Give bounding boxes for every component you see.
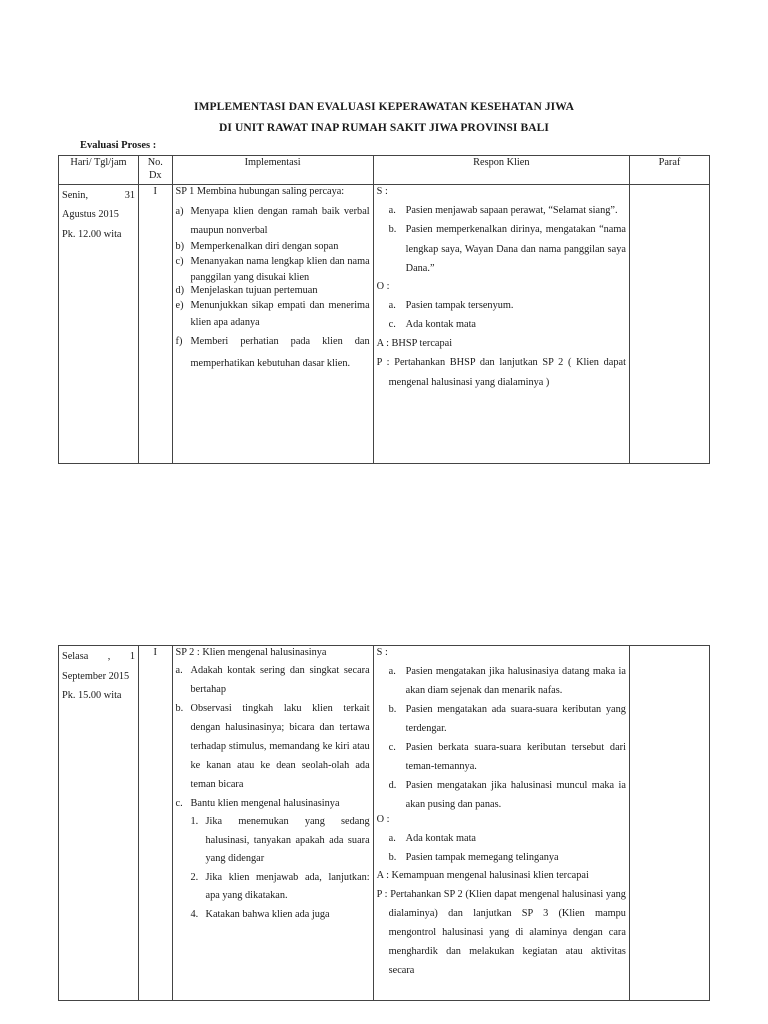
- list-item: d) Menjelaskan tujuan pertemuan: [175, 285, 318, 297]
- signature-cell: [629, 184, 709, 463]
- assessment-text: A : BHSP tercapai: [376, 337, 453, 349]
- header-implementation: Implementasi: [172, 156, 373, 185]
- list-item: c) Menanyakan nama lengkap klien dan nama panggilan yang disukai klien: [175, 255, 370, 283]
- date-month: September 2015: [62, 670, 130, 682]
- table-row: [59, 646, 710, 1001]
- list-item: b. Pasien mengatakan ada suara-suara keributan yang terdengar.: [388, 703, 626, 734]
- list-item: a) Menyapa klien dengan ramah baik verbal maupun nonverbal: [175, 205, 370, 237]
- evaluation-table: [58, 155, 710, 464]
- list-item: b) Memperkenalkan diri dengan sopan: [175, 240, 339, 252]
- table-row: [59, 184, 710, 463]
- dx-cell: I: [139, 184, 173, 463]
- signature-cell: [629, 646, 709, 1001]
- o-label: O :: [376, 280, 390, 292]
- plan-text: P : Pertahankan SP 2 (Klien dapat mengenal halusinasi yang dialaminya) dan lanjutkan SP 3 (Klien mampu mengontrol halusinasi yang di alaminya dengan cara menghardik dan melakukan kegiatan atau aktivitas secara: [376, 888, 626, 976]
- list-item: a. Ada kontak mata: [388, 833, 476, 845]
- list-item: f) Memberi perhatian pada klien dan memperhatikan kebutuhan dasar klien.: [175, 336, 370, 369]
- assessment-text: A : Kemampuan mengenal halusinasi klien tercapai: [376, 870, 589, 882]
- section-title: Evaluasi Proses :: [80, 140, 157, 151]
- impl-title: SP 2 : Klien mengenal halusinasinya: [175, 647, 327, 658]
- date-cell: [59, 646, 139, 1001]
- list-item: b. Pasien memperkenalkan dirinya, mengatakan “nama lengkap saya, Wayan Dana dan nama panggilan saya Dana.”: [388, 224, 626, 275]
- list-item: b. Pasien tampak memegang telinganya: [388, 852, 559, 864]
- o-list: [377, 829, 626, 867]
- list-item: b. Observasi tingkah laku klien terkait dengan halusinasinya; bicara dan tertawa terhadap stimulus, memandang ke kiri atau ke kanan atau ke dean seolah-olah ada teman bicara: [175, 702, 370, 791]
- o-label: O :: [376, 814, 390, 826]
- s-label: S :: [376, 185, 388, 197]
- impl-list: [176, 202, 370, 375]
- response-cell: [373, 184, 629, 463]
- impl-title: SP 1 Membina hubungan saling percaya:: [175, 185, 345, 197]
- time-text: Pk. 12.00 wita: [62, 228, 122, 240]
- date-day: Selasa , 1: [62, 651, 136, 662]
- date-month: Agustus 2015: [62, 209, 119, 221]
- header-date: Hari/ Tgl/jam: [59, 156, 139, 185]
- list-item: 4. Katakan bahwa klien ada juga: [190, 908, 330, 920]
- header-response: Respon Klien: [373, 156, 629, 185]
- date-cell: [59, 184, 139, 463]
- list-item: a. Adakah kontak sering dan singkat secara bertahap: [175, 664, 370, 695]
- list-item: a. Pasien mengatakan jika halusinasiya datang maka ia akan diam sejenak dan menarik nafas.: [388, 665, 626, 696]
- document-title-line2: DI UNIT RAWAT INAP RUMAH SAKIT JIWA PROVINSI BALI: [219, 122, 549, 134]
- time-text: Pk. 15.00 wita: [62, 690, 122, 702]
- response-cell: [373, 646, 629, 1001]
- s-label: S :: [376, 647, 388, 658]
- list-item: a. Pasien menjawab sapaan perawat, “Selamat siang”.: [388, 204, 618, 216]
- document-title-line1: IMPLEMENTASI DAN EVALUASI KEPERAWATAN KESEHATAN JIWA: [194, 101, 574, 113]
- impl-sub-list: [176, 813, 370, 924]
- list-item: e) Menunjukkan sikap empati dan menerima klien apa adanya: [175, 300, 370, 328]
- s-list: [377, 662, 626, 814]
- list-item: c. Ada kontak mata: [388, 319, 476, 331]
- list-item: d. Pasien mengatakan jika halusinasi muncul maka ia akan pusing dan panas.: [388, 780, 626, 811]
- table-header-row: [59, 156, 710, 185]
- list-item: 1. Jika menemukan yang sedang halusinasi, tanyakan apakah ada suara yang didengar: [190, 816, 370, 865]
- s-list: [377, 201, 626, 279]
- header-signature: Paraf: [629, 156, 709, 185]
- header-dx: No. Dx: [139, 156, 173, 185]
- o-list: [377, 296, 626, 335]
- list-item: c. Pasien berkata suara-suara keributan tersebut dari teman-temannya.: [388, 742, 626, 773]
- evaluation-table-continued: [58, 645, 710, 1001]
- impl-list: [176, 661, 370, 813]
- list-item: a. Pasien tampak tersenyum.: [388, 299, 514, 311]
- list-item: c. Bantu klien mengenal halusinasinya: [175, 798, 340, 810]
- plan-text: P : Pertahankan BHSP dan lanjutkan SP 2 ( Klien dapat mengenal halusinasi yang dialaminya ): [376, 357, 626, 388]
- list-item: 2. Jika klien menjawab ada, lanjutkan: apa yang dikatakan.: [190, 871, 370, 902]
- implementation-cell: [172, 184, 373, 463]
- dx-cell: I: [139, 646, 173, 1001]
- implementation-cell: [172, 646, 373, 1001]
- date-day: Senin, 31: [62, 189, 136, 201]
